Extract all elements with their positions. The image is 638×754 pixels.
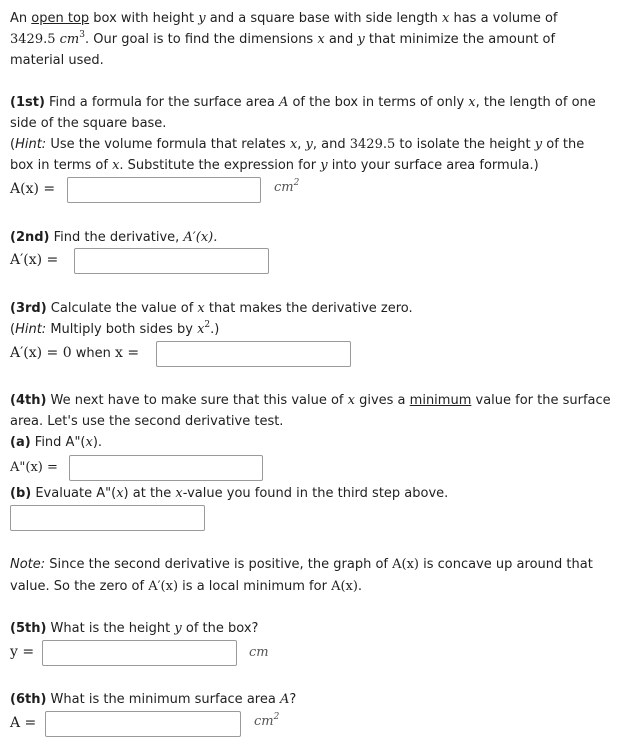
step1-hint-line-1: [10, 134, 584, 155]
step2-line: [10, 227, 217, 248]
step6-answer-input[interactable]: [45, 711, 241, 737]
var-y: y: [320, 158, 328, 173]
step1-answer-input[interactable]: [67, 177, 261, 203]
sub-tag: (a): [10, 435, 31, 450]
step-tag: (1st): [10, 95, 45, 110]
unit-cm: cm: [254, 714, 274, 729]
step4a-answer-input[interactable]: [69, 455, 263, 481]
text: box with height: [89, 11, 199, 26]
step6-line: [10, 689, 296, 710]
note-line-2: [10, 576, 362, 597]
var-x: x: [112, 158, 120, 173]
volume-value: 3429.5: [10, 32, 56, 47]
step6-answer-label: A =: [10, 715, 37, 731]
exponent: 3: [79, 30, 85, 40]
hint-label: Hint:: [15, 322, 47, 337]
function-A: A(x): [392, 557, 419, 572]
text: -value you found in the third step above.: [182, 486, 449, 501]
text: Since the second derivative is positive, the graph of: [45, 557, 393, 572]
var-x: x: [441, 11, 450, 26]
step-tag: (2nd): [10, 230, 50, 245]
step1-line-1: [10, 92, 596, 113]
text: value. So the zero of: [10, 579, 149, 594]
text: ).: [92, 435, 103, 450]
function-A-prime: A′(x): [148, 579, 179, 594]
text: into your surface area formula.): [327, 158, 539, 173]
var-x: x: [347, 393, 355, 408]
text: of the box?: [181, 621, 259, 636]
step-tag: (4th): [10, 393, 47, 408]
step5-unit: cm: [249, 645, 269, 660]
step4a-answer-label: A"(x) =: [10, 460, 58, 475]
text: Find a formula for the surface area: [44, 95, 279, 110]
step6-unit: [254, 714, 279, 729]
step5-line: [10, 618, 258, 639]
var-x: x: [197, 301, 205, 316]
step-tag: (5th): [10, 621, 47, 636]
text: that makes the derivative zero.: [204, 301, 413, 316]
step2-answer-input[interactable]: [74, 248, 269, 274]
text: and a square base with side length: [205, 11, 442, 26]
var-x: x: [116, 486, 124, 501]
minimum-underlined: minimum: [409, 393, 472, 408]
step3-hint: [10, 319, 219, 340]
intro-line-3: material used.: [10, 53, 104, 68]
text: value for the surface: [471, 393, 611, 408]
text: What is the height: [46, 621, 175, 636]
var-y: y: [305, 137, 313, 152]
step1-line-2: side of the square base.: [10, 116, 167, 131]
var-x: x: [175, 486, 183, 501]
note-label: Note:: [10, 557, 46, 572]
step1-hint-line-2: [10, 155, 539, 176]
step5-answer-input[interactable]: [42, 640, 237, 666]
step1-answer-label: A(x) =: [10, 181, 56, 197]
text: What is the minimum surface area: [46, 692, 280, 707]
step-tag: (6th): [10, 692, 47, 707]
equation: A′(x) = 0: [10, 345, 72, 361]
step4-line-1: [10, 390, 611, 411]
var-x: x: [197, 322, 205, 337]
step4-line-2: area. Let's use the second derivative test.: [10, 414, 284, 429]
intro-line-1: [10, 8, 558, 29]
text: to isolate the height: [395, 137, 535, 152]
step2-answer-label: A′(x) =: [10, 252, 59, 268]
text: box in terms of: [10, 158, 113, 173]
hint-label: Hint:: [15, 137, 47, 152]
equation: x =: [115, 345, 140, 361]
step1-unit: [274, 180, 299, 195]
text: of the box in terms of only: [288, 95, 469, 110]
var-y: y: [174, 621, 182, 636]
var-y: y: [198, 11, 206, 26]
text: is a local minimum for: [178, 579, 332, 594]
text: Use the volume formula that relates: [46, 137, 290, 152]
text: Find the derivative,: [49, 230, 184, 245]
var-x: x: [289, 137, 298, 152]
exponent: 2: [273, 712, 280, 722]
text: , and: [312, 137, 350, 152]
note-line-1: [10, 554, 593, 575]
function-A: A(x).: [331, 579, 363, 594]
unit-cm: cm: [274, 180, 294, 195]
text: Multiply both sides by: [46, 322, 198, 337]
text: We next have to make sure that this value of: [46, 393, 348, 408]
text: is concave up around that: [419, 557, 593, 572]
text: and: [324, 32, 358, 47]
var-x: x: [85, 435, 93, 450]
step3-line: [10, 298, 413, 319]
var-x: x: [317, 32, 325, 47]
text: .): [210, 322, 220, 337]
open-top-underlined: open top: [31, 11, 90, 26]
text: of the: [542, 137, 585, 152]
var-A: A: [279, 692, 290, 707]
step3-answer-label: [10, 343, 139, 364]
text: . Our goal is to find the dimensions: [84, 32, 318, 47]
exponent: 2: [204, 320, 211, 330]
text: An: [10, 11, 32, 26]
derivative-expr: A′(x).: [183, 230, 218, 245]
step4b-answer-input[interactable]: [10, 505, 205, 531]
step-tag: (3rd): [10, 301, 47, 316]
var-x: x: [468, 95, 476, 110]
text: ?: [289, 692, 297, 707]
text: Evaluate A"(: [31, 486, 117, 501]
text: gives a: [354, 393, 410, 408]
text: , the length of one: [475, 95, 596, 110]
text: . Substitute the expression for: [119, 158, 321, 173]
volume-value: 3429.5: [349, 137, 396, 152]
text: that minimize the amount of: [364, 32, 556, 47]
text: ) at the: [123, 486, 176, 501]
sub-tag: (b): [10, 486, 32, 501]
paren: (: [10, 137, 16, 152]
paren: (: [10, 322, 16, 337]
text: ,: [297, 137, 306, 152]
step4a-line: [10, 432, 102, 453]
unit-cm: cm: [59, 32, 80, 47]
step3-answer-input[interactable]: [156, 341, 351, 367]
text: has a volume of: [449, 11, 558, 26]
text: Calculate the value of: [46, 301, 198, 316]
text: Find A"(: [30, 435, 86, 450]
step4b-line: [10, 483, 448, 504]
exponent: 2: [293, 178, 300, 188]
text: when: [71, 346, 116, 361]
var-y: y: [534, 137, 543, 152]
var-y: y: [357, 32, 365, 47]
intro-line-2: [10, 29, 555, 50]
step5-answer-label: y =: [10, 644, 35, 660]
var-A: A: [278, 95, 289, 110]
